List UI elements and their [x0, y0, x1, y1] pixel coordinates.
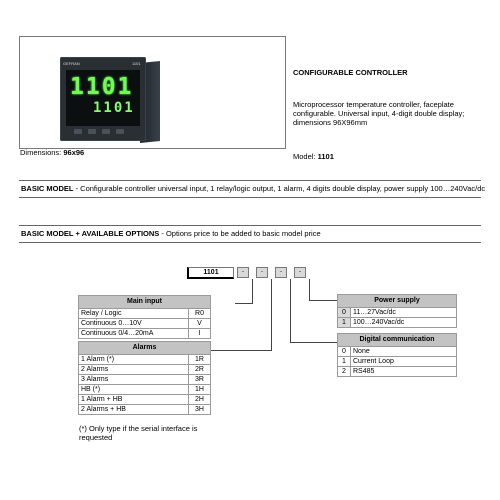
order-code-sep: - [256, 267, 268, 278]
option-code: 3H [189, 405, 211, 415]
connector-power [309, 279, 310, 301]
options-model-heading: BASIC MODEL + AVAILABLE OPTIONS [21, 229, 160, 238]
option-label: HB (*) [79, 385, 189, 395]
connector-digital-h [290, 342, 338, 343]
option-label: 1 Alarm (*) [79, 355, 189, 365]
digital-communication-title: Digital communication [338, 334, 457, 347]
basic-model-text: - Configurable controller universal input, 1 relay/logic output, 1 alarm, 4 digits double display, power supply 100…240Vac/dc [73, 184, 486, 193]
product-description: Microprocessor temperature controller, faceplate configurable. Universal input, 4-digit double display; dimensions 96X96mm [293, 100, 465, 127]
option-code: 1H [189, 385, 211, 395]
table-row [338, 308, 457, 318]
table-row [79, 385, 211, 395]
model-value: 1101 [317, 152, 334, 161]
option-label: Current Loop [351, 357, 457, 367]
footnote: (*) Only type if the serial interface is requested [79, 424, 198, 442]
dimensions-label: Dimensions: [20, 148, 62, 157]
option-code: 2R [189, 365, 211, 375]
table-row [79, 365, 211, 375]
table-row [79, 375, 211, 385]
option-label: None [351, 347, 457, 357]
table-row [79, 395, 211, 405]
device-key [102, 129, 110, 134]
option-label: 1 Alarm + HB [79, 395, 189, 405]
device-model-tag: 1101 [132, 61, 141, 66]
option-code: I [189, 329, 211, 339]
options-model-text: - Options price to be added to basic model price [159, 229, 321, 238]
option-code: 0 [338, 308, 351, 318]
device-key [74, 129, 82, 134]
power-supply-table [337, 294, 457, 328]
main-input-title: Main input [79, 296, 211, 309]
option-label: Continuous 0…10V [79, 319, 189, 329]
connector-digital [290, 279, 291, 343]
connector-main-input-h [235, 303, 253, 304]
option-label: 11…27Vac/dc [351, 308, 457, 318]
order-code-main: 1101 [187, 267, 234, 279]
table-row [338, 367, 457, 377]
power-supply-title: Power supply [338, 295, 457, 308]
option-label: Relay / Logic [79, 309, 189, 319]
option-label: Continuous 0/4…20mA [79, 329, 189, 339]
table-row [79, 309, 211, 319]
dimensions-caption [20, 148, 84, 157]
table-row [79, 355, 211, 365]
option-code: 1R [189, 355, 211, 365]
order-code-sep: - [275, 267, 287, 278]
connector-power-h [309, 300, 338, 301]
model-label: Model: [293, 152, 316, 161]
option-code: 1 [338, 357, 351, 367]
table-row [79, 319, 211, 329]
option-code: 2 [338, 367, 351, 377]
option-label: 3 Alarms [79, 375, 189, 385]
order-code-sep: - [237, 267, 249, 278]
display-setpoint-value: 1101 [93, 100, 135, 116]
dimensions-value: 96x96 [63, 148, 85, 157]
option-code: R0 [189, 309, 211, 319]
table-row [79, 329, 211, 339]
digital-communication-table [337, 333, 457, 377]
option-code: 3R [189, 375, 211, 385]
main-input-table [78, 295, 211, 339]
connector-alarms [271, 279, 272, 351]
device-brand-text: GEFRAN [63, 61, 80, 66]
table-row [338, 357, 457, 367]
order-code-sep: - [294, 267, 306, 278]
product-title: CONFIGURABLE CONTROLLER [293, 68, 408, 77]
basic-model-line [21, 184, 485, 193]
option-code: 2H [189, 395, 211, 405]
option-label: 100…240Vac/dc [351, 318, 457, 328]
table-row [338, 318, 457, 328]
alarms-table [78, 341, 211, 415]
basic-model-heading: BASIC MODEL [21, 184, 74, 193]
connector-main-input [252, 279, 253, 304]
options-model-line [21, 229, 321, 238]
option-code: 0 [338, 347, 351, 357]
device-key [88, 129, 96, 134]
display-process-value: 1101 [70, 74, 134, 100]
option-code: V [189, 319, 211, 329]
table-row [79, 405, 211, 415]
device-key [116, 129, 124, 134]
table-row [338, 347, 457, 357]
model-line [293, 152, 334, 161]
option-code: 1 [338, 318, 351, 328]
option-label: 2 Alarms [79, 365, 189, 375]
option-label: 2 Alarms + HB [79, 405, 189, 415]
alarms-title: Alarms [79, 342, 211, 355]
connector-alarms-h [210, 350, 272, 351]
option-label: RS485 [351, 367, 457, 377]
